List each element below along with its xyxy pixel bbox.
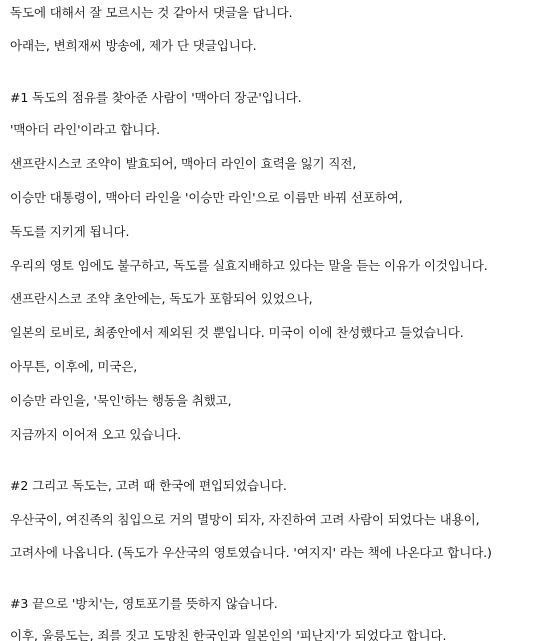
text-line: 아래는, 변희재씨 방송에, 제가 단 댓글입니다. xyxy=(10,38,257,53)
text-line: 이승만 대통령이, 맥아더 라인을 '이승만 라인'으로 이름만 바꿔 선포하여, xyxy=(10,190,403,205)
text-line: 우리의 영토 임에도 불구하고, 독도를 실효지배하고 있다는 말을 듣는 이유가 이것입니다. xyxy=(10,258,488,273)
text-line: '맥아더 라인'이라고 합니다. xyxy=(10,122,161,137)
text-line: #3 끝으로 '방치'는, 영토포기를 뜻하지 않습니다. xyxy=(10,596,278,611)
text-line: 샌프란시스코 조약이 발효되어, 맥아더 라인이 효력을 잃기 직전, xyxy=(10,156,357,171)
text-line: 아무튼, 이후에, 미국은, xyxy=(10,359,138,374)
text-line: #1 독도의 점유를 찾아준 사람이 '맥아더 장군'입니다. xyxy=(10,90,302,105)
text-line: 독도에 대해서 잘 모르시는 것 같아서 댓글을 답니다. xyxy=(10,5,293,20)
text-line: 고려사에 나옵니다. (독도가 우산국의 영토였습니다. '여지지' 라는 책에 나온다고 합니다.) xyxy=(10,545,492,560)
text-line: 이후, 울릉도는, 죄를 짓고 도망친 한국인과 일본인의 '피난지'가 되었다고 합니다. xyxy=(10,628,447,641)
text-line: 이승만 라인을, '묵인'하는 행동을 취했고, xyxy=(10,393,232,408)
text-line: 지금까지 이어져 오고 있습니다. xyxy=(10,427,182,442)
text-line: #2 그리고 독도는, 고려 때 한국에 편입되었습니다. xyxy=(10,478,287,493)
text-line: 일본의 로비로, 최종안에서 제외된 것 뿐입니다. 미국이 이에 찬성했다고 들었습니다. xyxy=(10,325,464,340)
text-line: 독도를 지키게 됩니다. xyxy=(10,224,130,239)
text-line: 샌프란시스코 조약 초안에는, 독도가 포함되어 있었으나, xyxy=(10,291,313,306)
text-line: 우산국이, 여진족의 침입으로 거의 멸망이 되자, 자진하여 고려 사람이 되었다는 내용이, xyxy=(10,512,480,527)
